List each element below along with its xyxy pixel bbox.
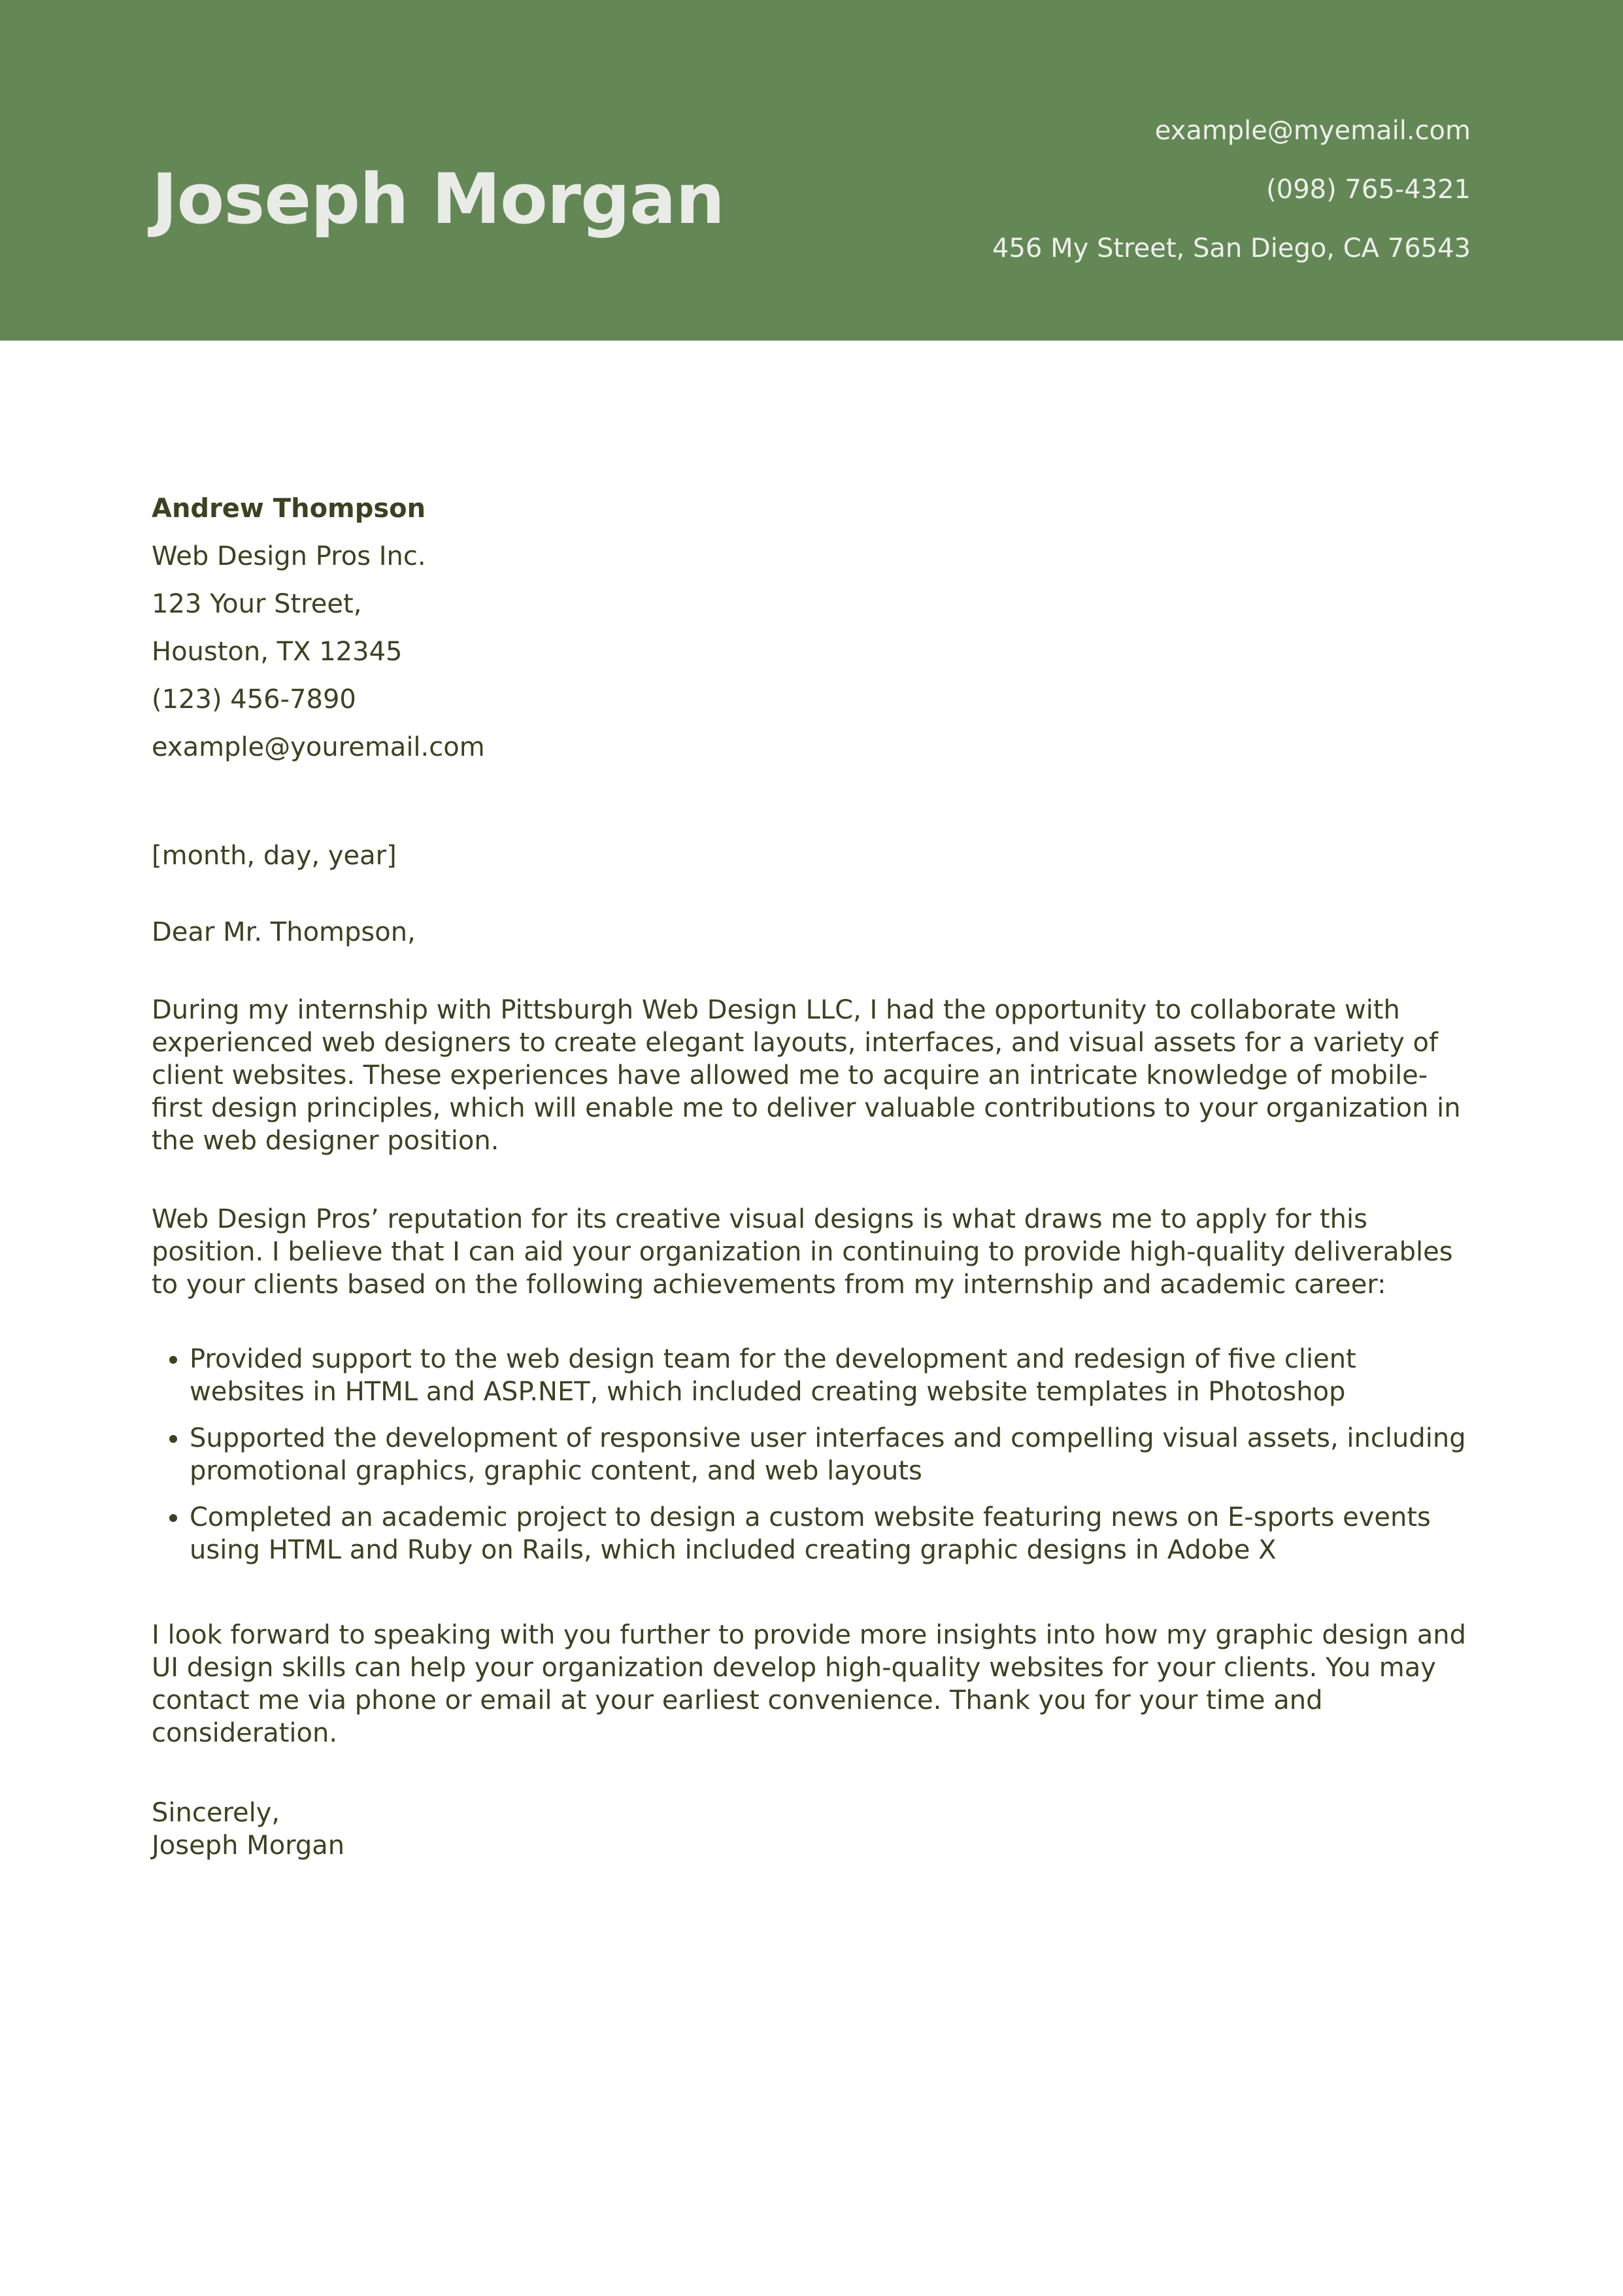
signature-name: Joseph Morgan <box>152 1831 345 1861</box>
letter-date: [month, day, year] <box>152 841 397 871</box>
achievements-list <box>152 1343 1472 1566</box>
salutation: Dear Mr. Thompson, <box>152 917 416 947</box>
list-item: • Supported the development of responsive user interfaces and compelling visual assets, including promotional graphics, graphic content, and web layouts <box>190 1422 1472 1487</box>
sender-phone: (098) 765-4321 <box>1266 175 1471 205</box>
sender-contact <box>992 110 1471 286</box>
paragraph-closing: I look forward to speaking with you further to provide more insights into how my graphic design and UI design skills can help your organization develop high-quality websites for your clients. You may contact me via phone or email at your earliest convenience. Thank you for your time and consideration. <box>152 1620 1466 1748</box>
recipient-street: 123 Your Street, <box>152 589 362 619</box>
recipient-phone: (123) 456-7890 <box>152 684 356 715</box>
sender-name: Joseph Morgan <box>152 159 724 239</box>
list-item: • Provided support to the web design team for the development and redesign of five client websites in HTML and ASP.NET, which included creating website templates in Photoshop <box>190 1343 1472 1408</box>
recipient-email: example@youremail.com <box>152 732 485 762</box>
recipient-company: Web Design Pros Inc. <box>152 541 426 571</box>
recipient-name: Andrew Thompson <box>152 494 426 524</box>
sender-email: example@myemail.com <box>1154 116 1471 146</box>
header-banner <box>0 0 1623 341</box>
paragraph-intro: During my internship with Pittsburgh Web Design LLC, I had the opportunity to collaborate with experienced web designers to create elegant layouts, interfaces, and visual assets for a variety of client websites. These experiences have allowed me to acquire an intricate knowledge of mobile-first design principles, which will enable me to deliver valuable contributions to your organization in the web designer position. <box>152 995 1461 1156</box>
letter-body <box>152 484 1472 1862</box>
recipient-block <box>152 484 1472 770</box>
paragraph-motivation: Web Design Pros’ reputation for its creative visual designs is what draws me to apply for this position. I believe that I can aid your organization in continuing to provide high-quality deliverables to your clients based on the following achievements from my internship and academic career: <box>152 1204 1453 1300</box>
list-item: • Completed an academic project to design a custom website featuring news on E-sports events using HTML and Ruby on Rails, which included creating graphic designs in Adobe X <box>190 1501 1472 1566</box>
recipient-city: Houston, TX 12345 <box>152 637 403 667</box>
sender-address: 456 My Street, San Diego, CA 76543 <box>992 233 1471 263</box>
closing-phrase: Sincerely, <box>152 1798 280 1828</box>
